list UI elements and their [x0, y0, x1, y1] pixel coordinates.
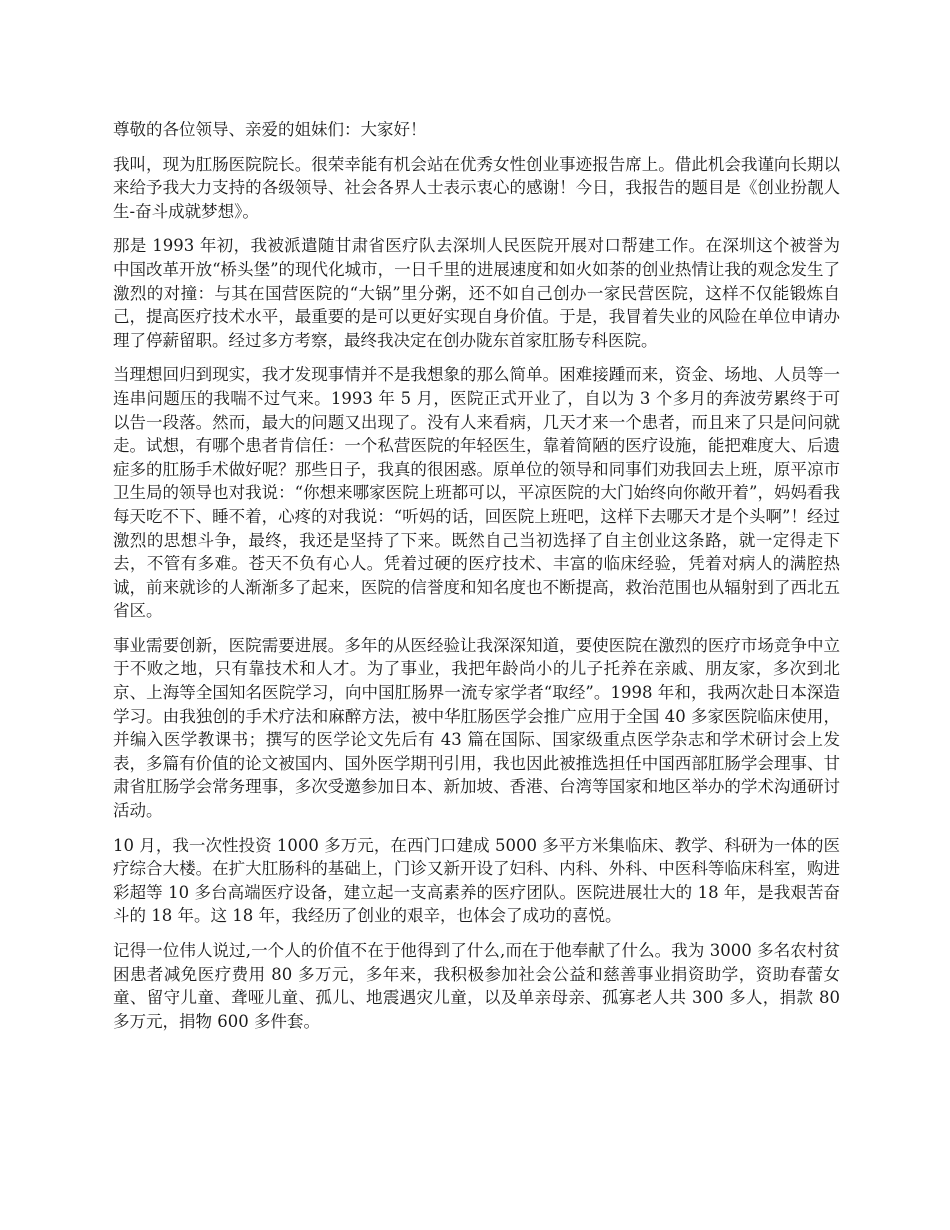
- innovation-paragraph: 事业需要创新，医院需要进展。多年的从医经验让我深深知道，要使医院在激烈的医疗市场竞争中立于不败之地，只有靠技术和人才。为了事业，我把年龄尚小的儿子托养在亲戚、朋友家，多次到北京、上海等全国知名医院学习，向中国肛肠界一流专家学者“取经”。1998 年和，我两次赴日本深造学习。由我独创的手术疗法和麻醉方法，被中华肛肠医学会推广应用于全国 40 多家医院临床使用，并编入医学教课书；撰写的医学论文先后有 43 篇在国际、国家级重点医学杂志和学术研讨会上发表，多篇有价值的论文被国内、国外医学期刊引用，我也因此被推选担任中国西部肛肠学会理事、甘肃省肛肠学会常务理事，多次受邀参加日本、新加坡、香港、台湾等国家和地区举办的学术沟通研讨活动。: [113, 635, 840, 821]
- expansion-paragraph: 10 月，我一次性投资 1000 多万元，在西门口建成 5000 多平方米集临床、教学、科研为一体的医疗综合大楼。在扩大肛肠科的基础上，门诊又新开设了妇科、内科、外科、中医科等临床科室，购进彩超等 10 多台高端医疗设备，建立起一支高素养的医疗团队。医院进展壮大的 18 年，是我艰苦奋斗的 18 年。这 18 年，我经历了创业的艰辛，也体会了成功的喜悦。: [113, 835, 840, 926]
- origin-paragraph: 那是 1993 年初，我被派遣随甘肃省医疗队去深圳人民医院开展对口帮建工作。在深圳这个被誉为中国改革开放“桥头堡”的现代化城市，一日千里的进展速度和如火如荼的创业热情让我的观念发生了激烈的对撞：与其在国营医院的“大锅”里分粥，还不如自己创办一家民营医院，这样不仅能锻炼自己，提高医疗技术水平，最重要的是可以更好实现自身价值。于是，我冒着失业的风险在单位申请办理了停薪留职。经过多方考察，最终我决定在创办陇东首家肛肠专科医院。: [113, 236, 840, 350]
- difficulties-paragraph: 当理想回归到现实，我才发现事情并不是我想象的那么简单。困难接踵而来，资金、场地、人员等一连串问题压的我喘不过气来。1993 年 5 月，医院正式开业了，自以为 3 个多月的奔波劳累终于可以告一段落。然而，最大的问题又出现了。没有人来看病，几天才来一个患者，而且来了只是问问就走。试想，有哪个患者肯信任：一个私营医院的年轻医生，靠着简陋的医疗设施，能把难度大、后遗症多的肛肠手术做好呢？那些日子，我真的很困惑。原单位的领导和同事们劝我回去上班，原平凉市卫生局的领导也对我说：“你想来哪家医院上班都可以，平凉医院的大门始终向你敞开着”，妈妈看我每天吃不下、睡不着，心疼的对我说：“听妈的话，回医院上班吧，这样下去哪天才是个头啊”！经过激烈的思想斗争，最终，我还是坚持了下来。既然自己当初选择了自主创业这条路，就一定得走下去，不管有多难。苍天不负有心人。凭着过硬的医疗技术、丰富的临床经验，凭着对病人的满腔热诚，前来就诊的人渐渐多了起来，医院的信誉度和知名度也不断提高，救治范围也从辐射到了西北五省区。: [113, 365, 840, 621]
- greeting-paragraph: 尊敬的各位领导、亲爱的姐妹们：大家好！: [113, 120, 427, 139]
- introduction-paragraph: 我叫，现为肛肠医院院长。很荣幸能有机会站在优秀女性创业事迹报告席上。借此机会我谨向长期以来给予我大力支持的各级领导、社会各界人士表示衷心的感谢！今日，我报告的题目是《创业扮靓人生-奋斗成就梦想》。: [113, 154, 840, 221]
- charity-paragraph: 记得一位伟人说过,一个人的价值不在于他得到了什么,而在于他奉献了什么。我为 3000 多名农村贫困患者减免医疗费用 80 多万元，多年来，我积极参加社会公益和慈善事业捐资助学，资助春蕾女童、留守儿童、聋哑儿童、孤儿、地震遇灾儿童，以及单亲母亲、孤寡老人共 300 多人，捐款 80 多万元，捐物 600 多件套。: [113, 941, 840, 1031]
- document-body: [113, 118, 840, 1044]
